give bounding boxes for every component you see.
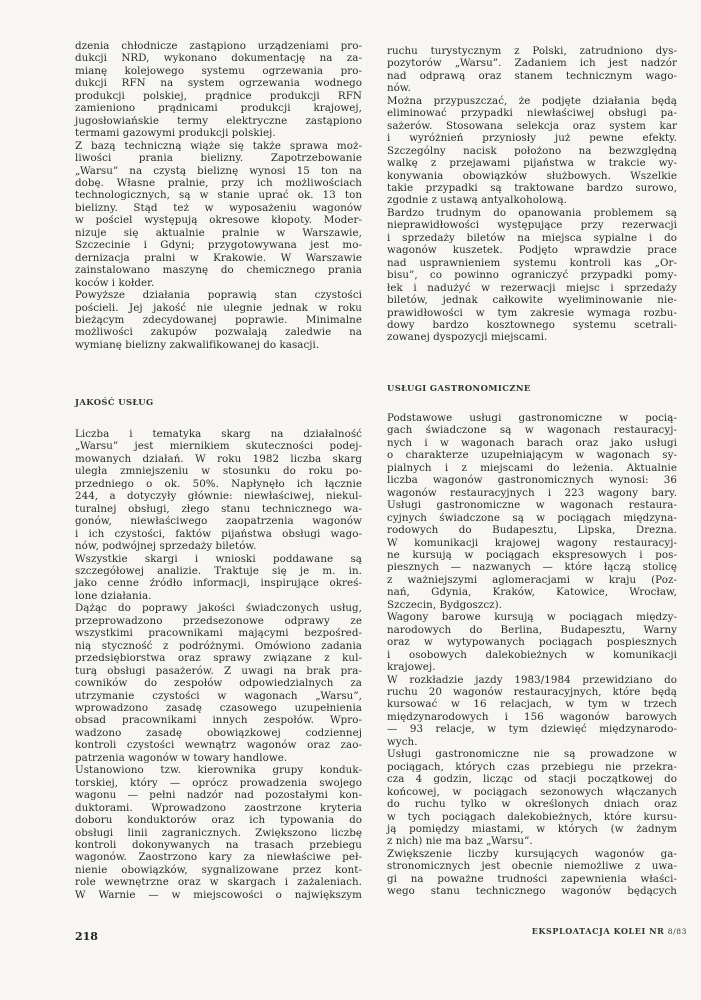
right-column: [387, 45, 677, 344]
text-line: dernizacja pralni w Krakowie. W Warszawie: [75, 251, 362, 264]
text-line: Z bazą techniczną wiąże się także sprawa moż-: [75, 139, 362, 152]
text-line: szczegółowej analizie. Traktuje się je m. in.: [75, 564, 362, 577]
text-line: Szczecinie i Gdyni; przygotowywana jest mo-: [75, 239, 362, 252]
issue-number: 8/83: [667, 927, 687, 936]
section-heading-uslugi-gastronomiczne: USŁUGI GASTRONOMICZNE: [387, 383, 531, 393]
text-line: Szczecin, Bydgoszcz).: [387, 598, 503, 611]
text-line: W komunikacji krajowej wagony restauracyj-: [387, 536, 677, 549]
text-line: Usługi gastronomiczne w wagonach restaura-: [387, 499, 677, 512]
text-line: role wewnętrzne oraz w skargach i zażaleniach.: [75, 876, 362, 889]
text-line: W rozkładzie jazdy 1983/1984 przewidziano do: [387, 673, 677, 686]
text-line: duktorami. Wprowadzono zaostrzone kryteria: [75, 801, 362, 814]
paragraph: [75, 553, 362, 603]
text-line: wadzono zasadę obowiązkowej codziennej: [75, 726, 362, 739]
text-line: sażerów. Stosowana selekcja oraz system kar: [387, 119, 677, 132]
text-line: bisu”, co powinno ograniczyć przypadki pomy-: [387, 269, 677, 282]
text-line: dukcji NRD, wykonano dokumentację na za-: [75, 52, 362, 65]
text-line: Podstawowe usługi gastronomiczne w pocią-: [387, 412, 677, 424]
paragraph: [75, 602, 362, 764]
text-line: przeprowadzono przedsezonowe odprawy ze: [75, 614, 362, 627]
paragraph: [387, 412, 677, 611]
text-line: przedniego o ok. 50%. Napłynęło ich łącznie: [75, 477, 362, 490]
text-line: z ważniejszymi aglomeracjami w kraju (Poz-: [387, 573, 677, 586]
text-line: obsad pracownikami innych zespołów. Wpro-: [75, 714, 362, 727]
text-line: wagonów. Zaostrzono kary za niewłaściwe peł-: [75, 851, 362, 864]
text-line: do ruchu tylko w określonych dniach oraz: [387, 798, 677, 811]
left-column-section-2: [75, 428, 362, 901]
text-line: lone działania.: [75, 589, 152, 602]
text-line: stronomicznych jest obecnie niemożliwe z uwa-: [387, 860, 677, 873]
text-line: zgodnie z ustawą antyalkoholową.: [387, 194, 567, 207]
text-line: krajowej.: [387, 661, 436, 674]
text-line: łek i nadużyć w rezerwacji miejsc i sprzedaży: [387, 281, 677, 294]
paragraph: [387, 611, 677, 673]
text-line: cowników do zespołów odpowiedzialnych za: [75, 677, 362, 690]
text-line: zamieniono prądnicami produkcji krajowej,: [75, 102, 362, 115]
text-line: nad usprawnieniem systemu kontroli kas „Or-: [387, 256, 677, 269]
text-line: technologicznych, są w stanie uprać ok. 13 ton: [75, 189, 362, 202]
text-line: Bardzo trudnym do opanowania problemem są: [387, 206, 677, 219]
text-line: koców i kołder.: [75, 276, 155, 289]
text-line: torskiej, który — oprócz prowadzenia swojego: [75, 776, 362, 789]
text-line: zowanej dyspozycji miejscami.: [387, 331, 548, 344]
text-line: prawidłowości w tym zakresie wymaga rozbu-: [387, 306, 677, 319]
text-line: dzenia chłodnicze zastąpiono urządzeniami pro-: [75, 40, 362, 52]
text-line: Liczba i tematyka skarg na działalność: [75, 428, 362, 440]
text-line: pościeli. Jej jakość nie ulegnie jednak w roku: [75, 301, 362, 314]
text-line: nieprawidłowości występujące przy rezerwacji: [387, 219, 677, 232]
paragraph: [387, 45, 677, 95]
text-line: „Warsu” jest miernikiem skuteczności podej-: [75, 440, 362, 453]
text-line: liwości prania bielizny. Zapotrzebowanie: [75, 152, 362, 165]
journal-footer: [532, 926, 687, 936]
text-line: o charakterze uzupełniającym w wagonach sy-: [387, 449, 677, 462]
text-line: doboru konduktorów oraz ich typowania do: [75, 814, 362, 827]
text-line: Dążąc do poprawy jakości świadczonych usług,: [75, 602, 362, 615]
text-line: końcowej, w pociągach sezonowych włączanych: [387, 785, 677, 798]
text-line: oraz w wytypowanych pociągach pospiesznych: [387, 636, 677, 649]
text-line: wszystkimi pracownikami mającymi bezpośred-: [75, 627, 362, 640]
text-line: pociągach, których czas przebiegu nie przekra-: [387, 760, 677, 773]
text-line: w pościel występują okresowe kłopoty. Moder-: [75, 214, 362, 227]
text-line: cza 4 godzin, licząc od stacji początkowej do: [387, 773, 677, 786]
text-line: wego stanu technicznego wagonów będących: [387, 885, 677, 898]
text-line: pialnych i z miejscami do leżenia. Aktualnie: [387, 461, 677, 474]
text-line: obsługi linii zagranicznych. Zwiększono liczbę: [75, 826, 362, 839]
text-line: turalnej obsługi, złego stanu technicznego wa-: [75, 502, 362, 515]
text-line: dobę. Własne pralnie, przy ich możliwościach: [75, 176, 362, 189]
text-line: jugosłowiańskie termy elektryczne zastąpiono: [75, 114, 362, 127]
text-line: ruchu 20 wagonów restauracyjnych, które będą: [387, 685, 677, 698]
paragraph: [387, 674, 677, 749]
text-line: ją pomiędzy miastami, w których (w żadnym: [387, 822, 677, 835]
text-line: nizuje się aktualnie pralnie w Warszawie,: [75, 226, 362, 239]
text-line: wprowadzono zasadę czasowego uzupełnienia: [75, 701, 362, 714]
text-line: gi na poważne trudności zapewnienia właści-: [387, 872, 677, 885]
text-line: kontroli dokonywanych na trasach przebiegu: [75, 838, 362, 851]
text-line: i sprzedaży biletów na miejsca sypialne i do: [387, 231, 677, 244]
paragraph: [387, 207, 677, 344]
text-line: nią styczność z podróżnymi. Omówiono zadania: [75, 639, 362, 652]
paragraph: [75, 764, 362, 901]
text-line: nienie obowiązków, sygnalizowane przez kont-: [75, 863, 362, 876]
text-line: biletów, jednak całkowite wyeliminowanie nie-: [387, 294, 677, 307]
text-line: kontroli czystości wewnątrz wagonów oraz zao-: [75, 739, 362, 752]
text-line: dukcji RFN na system ogrzewania wodnego: [75, 77, 362, 90]
text-line: nad odprawą oraz stanem technicznym wago-: [387, 69, 677, 82]
paragraph: [75, 40, 362, 140]
text-line: wymianę bielizny zakwalifikowanej do kasacji.: [75, 338, 320, 351]
paragraph: [387, 748, 677, 848]
right-column-section-2: [387, 412, 677, 898]
text-line: gonów, niewłaściwego zaopatrzenia wagonów: [75, 515, 362, 528]
text-line: liczba wagonów gastronomicznych wynosi: 36: [387, 474, 677, 487]
text-line: międzynarodowych i 156 wagonów barowych: [387, 710, 677, 723]
text-line: Szczególny nacisk położono na bezwzględną: [387, 144, 677, 157]
text-line: narodowych do Berlina, Budapesztu, Warny: [387, 623, 677, 636]
text-line: konywania obowiązków służbowych. Wszelkie: [387, 169, 677, 182]
text-line: walkę z przejawami pijaństwa w trakcie wy-: [387, 157, 677, 170]
text-line: wagonów kuszetek. Podjęto wprawdzie prace: [387, 244, 677, 257]
text-line: ne kursują w pociągach ekspresowych i pos-: [387, 548, 677, 561]
text-line: Usługi gastronomiczne nie są prowadzone w: [387, 748, 677, 761]
text-line: Można przypuszczać, że podjęte działania będą: [387, 94, 677, 107]
text-line: mianę kolejowego systemu ogrzewania pro-: [75, 64, 362, 77]
text-line: i wyróżnień przyniosły już pewne efekty.: [387, 132, 677, 145]
text-line: produkcji polskiej, prądnice produkcji RFN: [75, 89, 362, 102]
text-line: i ich czystości, faktów pijaństwa obsługi wago-: [75, 527, 362, 540]
text-line: jako cenne źródło informacji, inspirujące okreś-: [75, 577, 362, 590]
text-line: wagonów restauracyjnych i 223 wagony bary.: [387, 486, 677, 499]
text-line: w tych pociągach dalekobieżnych, które kursu-: [387, 810, 677, 823]
text-line: bielizny. Stąd też w wyposażeniu wagonów: [75, 201, 362, 214]
text-line: przedsiębiorstwa oraz sprawy związane z kul-: [75, 652, 362, 665]
text-line: Wszystkie skargi i wnioski poddawane są: [75, 552, 362, 565]
section-heading-jakosc-uslug: JAKOŚĆ USŁUG: [75, 397, 154, 407]
text-line: z nich) nie ma baz „Warsu”.: [387, 835, 533, 848]
text-line: eliminować przypadki niewłaściwej obsługi pa-: [387, 107, 677, 120]
paragraph: [387, 95, 677, 207]
text-line: Wagony barowe kursują w pociągach między-: [387, 611, 677, 624]
text-line: utrzymanie czystości w wagonach „Warsu”,: [75, 689, 362, 702]
text-line: takie przypadki są traktowane bardzo surowo,: [387, 181, 677, 194]
paragraph: [75, 428, 362, 553]
text-line: bieżącym zdecydowanej poprawie. Minimalne: [75, 313, 362, 326]
text-line: — 93 relacje, w tym dziewięć międzynarodo-: [387, 723, 677, 736]
text-line: patrzenia wagonów w towary handlowe.: [75, 751, 288, 764]
text-line: turą obsługi pasażerów. Z uwagi na brak pra-: [75, 664, 362, 677]
text-line: nów.: [387, 82, 411, 95]
paragraph: [75, 140, 362, 289]
text-line: 244, a dotyczyły głównie: niewłaściwej, niekul-: [75, 490, 362, 503]
text-line: „Warsu” na czystą bieliznę wynosi 15 ton na: [75, 164, 362, 177]
text-line: rodowych do Budapesztu, Lipska, Drezna.: [387, 524, 677, 537]
text-line: nów, podwójnej sprzedaży biletów.: [75, 540, 257, 553]
paragraph: [75, 289, 362, 351]
journal-title: EKSPLOATACJA KOLEI NR: [531, 926, 665, 936]
page-number: 218: [75, 930, 98, 943]
text-line: nych i w wagonach barach oraz jako usługi: [387, 436, 677, 449]
paragraph: [387, 848, 677, 898]
text-line: Powyższe działania poprawią stan czystości: [75, 289, 362, 302]
text-line: mowanych działań. W roku 1982 liczba skarg: [75, 452, 362, 465]
text-line: piesznych — nazwanych — które łączą stolicę: [387, 561, 677, 574]
text-line: pozytorów „Warsu”. Zadaniem ich jest nadzór: [387, 57, 677, 70]
text-line: Zwiększenie liczby kursujących wagonów ga-: [387, 847, 677, 860]
text-line: możliwości zakupów pozwalają zaledwie na: [75, 326, 362, 339]
text-line: ruchu turystycznym z Polski, zatrudniono dys-: [387, 45, 677, 57]
text-line: Ustanowiono tzw. kierownika grupy konduk-: [75, 764, 362, 777]
text-line: wych.: [387, 735, 418, 748]
text-line: wagonu — pełni nadzór nad pozostałymi kon-: [75, 789, 362, 802]
text-line: kursować w 16 relacjach, w tym w trzech: [387, 698, 677, 711]
text-line: cyjnych świadczone są w pociągach międzyna-: [387, 511, 677, 524]
text-line: termami gazowymi produkcji polskiej.: [75, 127, 276, 140]
text-line: i osobowych dalekobieżnych w komunikacji: [387, 648, 677, 661]
text-line: dowy bardzo kosztownego systemu scetrali-: [387, 318, 677, 331]
text-line: zainstalowano maszynę do chemicznego prania: [75, 264, 362, 277]
left-column: [75, 40, 362, 351]
text-line: gach świadczone są w wagonach restauracyj-: [387, 424, 677, 437]
text-line: uległa zmniejszeniu w stosunku do roku po-: [75, 465, 362, 478]
text-line: nań, Gdynia, Kraków, Katowice, Wrocław,: [387, 586, 677, 599]
text-line: W Warnie — w miejscowości o największym: [75, 888, 362, 901]
